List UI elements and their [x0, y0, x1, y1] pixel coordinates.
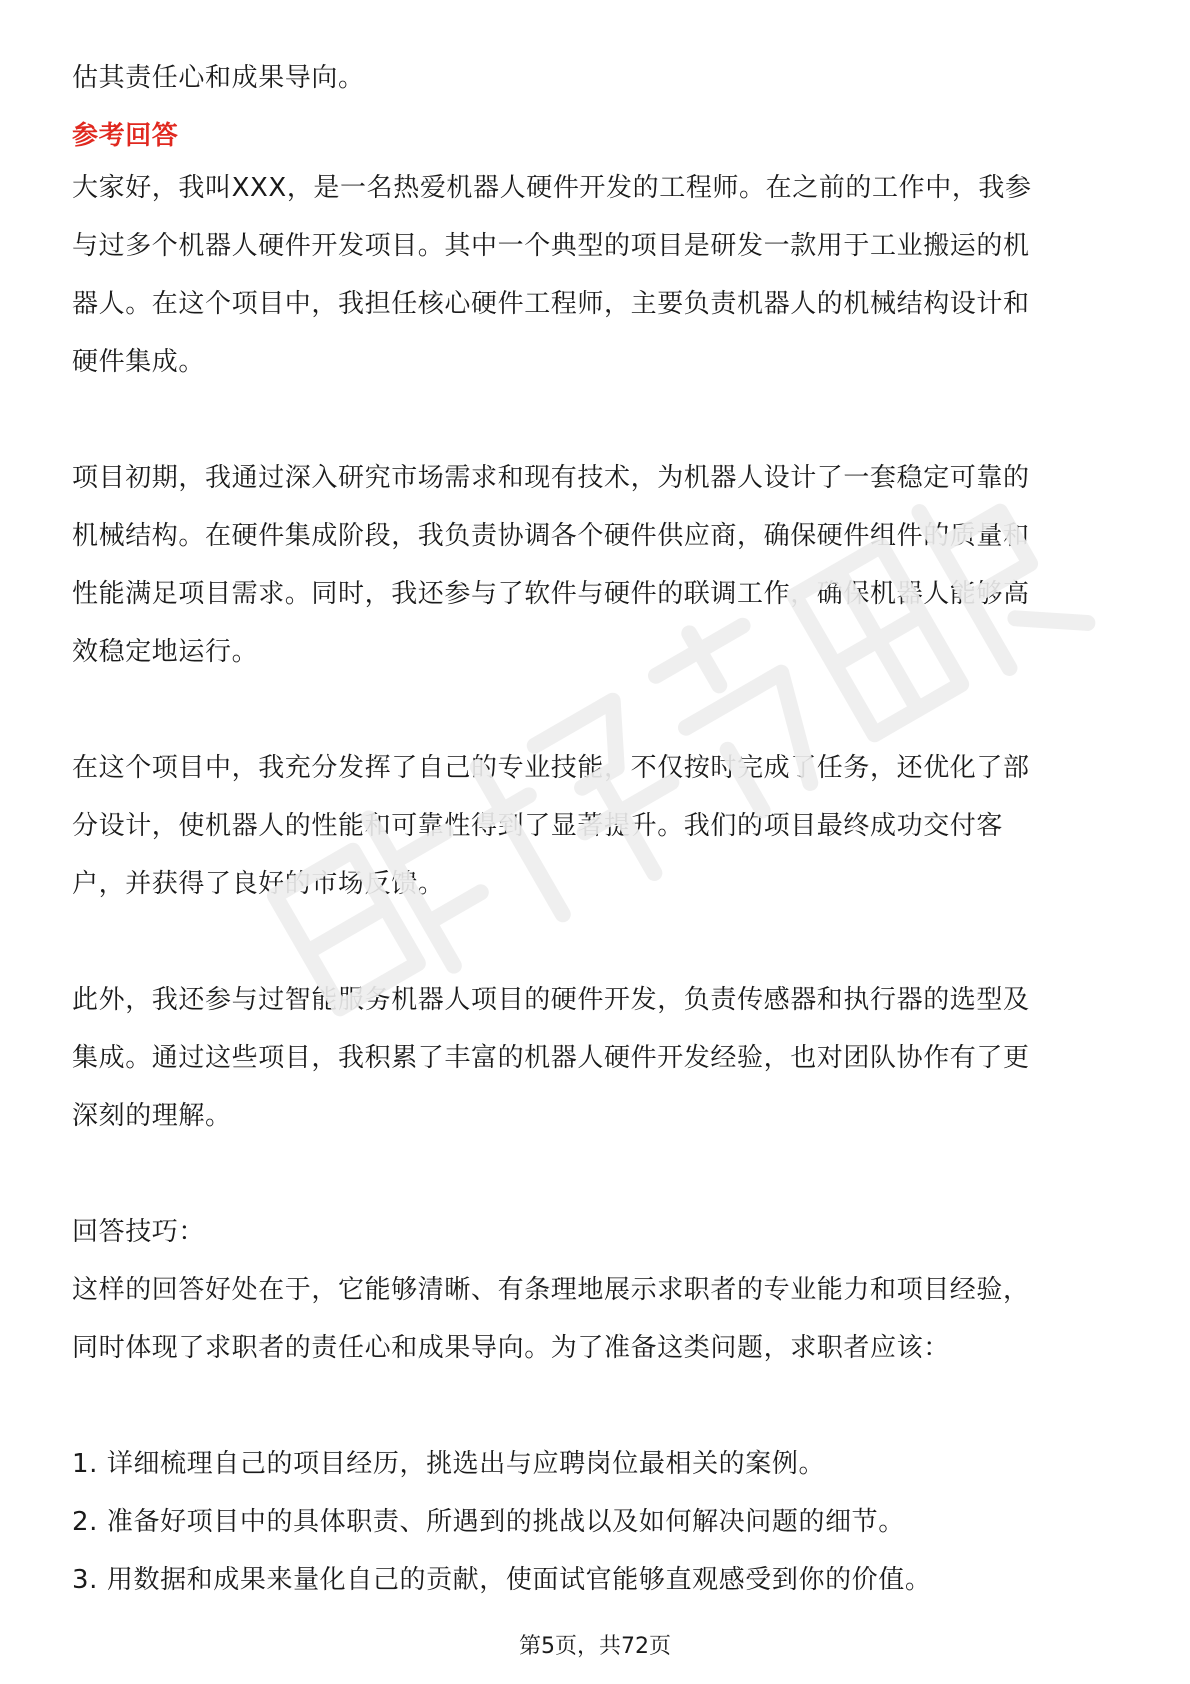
paragraph-line: 硬件集成。	[72, 347, 206, 377]
paragraph-line: 项目初期，我通过深入研究市场需求和现有技术，为机器人设计了一套稳定可靠的	[72, 463, 1030, 493]
tips-list	[72, 1446, 1122, 1598]
paragraph-line: 户，并获得了良好的市场反馈。	[72, 869, 445, 899]
tips-paragraph	[72, 1272, 1122, 1388]
page-footer: 第5页，共72页	[519, 1634, 671, 1659]
tips-heading: 回答技巧：	[72, 1217, 206, 1247]
paragraph-line: 这样的回答好处在于，它能够清晰、有条理地展示求职者的专业能力和项目经验，	[72, 1275, 1030, 1305]
paragraph-line: 深刻的理解。	[72, 1101, 232, 1131]
answer-heading: 参考回答	[72, 121, 179, 151]
paragraph-line: 在这个项目中，我充分发挥了自己的专业技能，不仅按时完成了任务，还优化了部	[72, 753, 1030, 783]
document-page	[72, 60, 1122, 1598]
paragraph-line: 此外，我还参与过智能服务机器人项目的硬件开发，负责传感器和执行器的选型及	[72, 985, 1030, 1015]
paragraph-line: 大家好，我叫XXX，是一名热爱机器人硬件开发的工程师。在之前的工作中，我参	[72, 173, 1032, 203]
paragraph-line: 集成。通过这些项目，我积累了丰富的机器人硬件开发经验，也对团队协作有了更	[72, 1043, 1030, 1073]
paragraph-line: 机械结构。在硬件集成阶段，我负责协调各个硬件供应商，确保硬件组件的质量和	[72, 521, 1030, 551]
paragraph-line: 与过多个机器人硬件开发项目。其中一个典型的项目是研发一款用于工业搬运的机	[72, 231, 1030, 261]
answer-paragraph-1	[72, 170, 1122, 402]
paragraph-line: 分设计，使机器人的性能和可靠性得到了显著提升。我们的项目最终成功交付客	[72, 811, 1004, 841]
answer-paragraph-4	[72, 982, 1122, 1156]
paragraph-line: 效稳定地运行。	[72, 637, 259, 667]
paragraph-line: 性能满足项目需求。同时，我还参与了软件与硬件的联调工作，确保机器人能够高	[72, 579, 1030, 609]
paragraph-line: 同时体现了求职者的责任心和成果导向。为了准备这类问题，求职者应该：	[72, 1333, 950, 1363]
intro-tail-text: 估其责任心和成果导向。	[72, 63, 365, 93]
answer-paragraph-3	[72, 750, 1122, 924]
list-item: 1. 详细梳理自己的项目经历，挑选出与应聘岗位最相关的案例。	[72, 1449, 826, 1479]
paragraph-line: 器人。在这个项目中，我担任核心硬件工程师，主要负责机器人的机械结构设计和	[72, 289, 1030, 319]
list-item: 2. 准备好项目中的具体职责、所遇到的挑战以及如何解决问题的细节。	[72, 1507, 905, 1537]
list-item: 3. 用数据和成果来量化自己的贡献，使面试官能够直观感受到你的价值。	[72, 1565, 932, 1595]
answer-paragraph-2	[72, 460, 1122, 692]
